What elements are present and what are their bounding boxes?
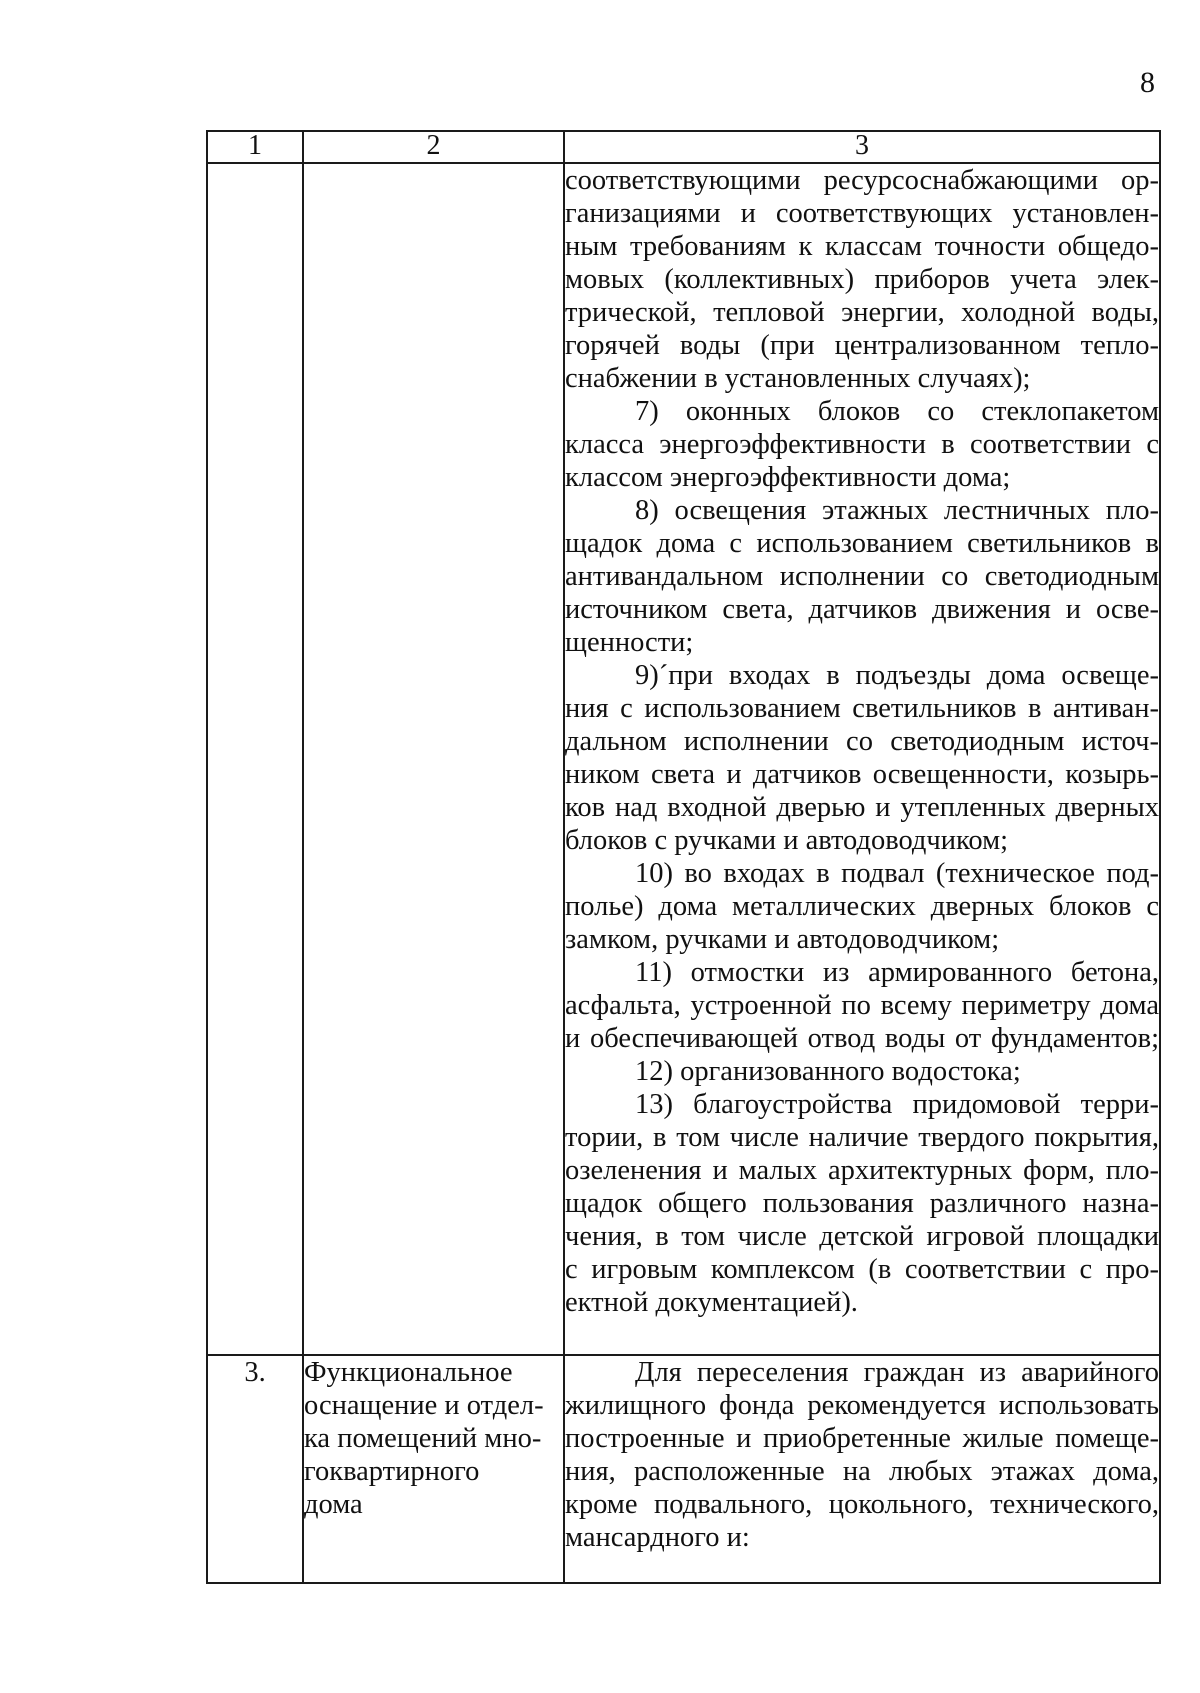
text-line: замком, ручками и автодоводчиком; <box>565 924 1000 955</box>
requirements-table <box>206 130 1161 1584</box>
header-col-2: 2 <box>303 131 564 163</box>
text-line: чения, в том числе детской игровой площадки <box>565 1221 1159 1252</box>
header-col-1: 1 <box>207 131 303 163</box>
text-line: снабжении в установленных случаях); <box>565 363 1031 394</box>
title-line: оснащение и отдел- <box>304 1390 544 1421</box>
text-line: кроме подвального, цокольного, технического, <box>565 1489 1159 1520</box>
text-line: ков над входной дверью и утепленных дверных <box>565 792 1159 823</box>
title-line: гоквартирного <box>304 1456 480 1487</box>
text-line: трической, тепловой энергии, холодной воды, <box>565 297 1159 328</box>
text-line: щенности; <box>565 627 694 658</box>
text-line: класса энергоэффективности в соответствии с <box>565 429 1159 460</box>
text-line: источником света, датчиков движения и осве- <box>565 594 1159 625</box>
text-line: мансардного и: <box>565 1522 750 1553</box>
table-header-row <box>207 131 1160 163</box>
table-row-3 <box>207 1355 1160 1583</box>
text-line: горячей воды (при централизованном тепло- <box>565 330 1159 361</box>
text-line: ганизациями и соответствующих установлен- <box>565 198 1159 229</box>
text-line: 7) оконных блоков со стеклопакетом <box>635 396 1159 427</box>
row1-col2-cell <box>303 163 564 1355</box>
text-line: ным требованиям к классам точности общедо- <box>565 231 1159 262</box>
row1-col1-cell <box>207 163 303 1355</box>
text-line: соответствующими ресурсоснабжающими ор- <box>565 165 1159 196</box>
text-line: жилищного фонда рекомендуется использовать <box>565 1390 1159 1421</box>
text-line: мовых (коллективных) приборов учета элек- <box>565 264 1159 295</box>
title-line: дома <box>304 1489 363 1520</box>
text-line: 10) во входах в подвал (техническое под- <box>635 858 1159 889</box>
text-line: классом энергоэффективности дома; <box>565 462 1011 493</box>
page-number: 8 <box>1140 66 1155 99</box>
row2-requirements-text <box>564 1355 1160 1583</box>
title-line: Функциональное <box>304 1357 513 1388</box>
text-line: озеленения и малых архитектурных форм, пло- <box>565 1155 1159 1186</box>
text-line: 11) отмостки из армированного бетона, <box>635 957 1159 988</box>
row1-requirements-text <box>564 163 1160 1355</box>
text-line: асфальта, устроенной по всему периметру дома <box>565 990 1159 1021</box>
text-line: ником света и датчиков освещенности, козырь- <box>565 759 1159 790</box>
text-line: ния, расположенные на любых этажах дома, <box>565 1456 1159 1487</box>
text-line: 13) благоустройства придомовой терри- <box>635 1089 1159 1120</box>
text-line: тории, в том числе наличие твердого покрытия, <box>565 1122 1159 1153</box>
row2-number: 3. <box>207 1355 303 1583</box>
text-line: щадок дома с использованием светильников в <box>565 528 1159 559</box>
text-line: блоков с ручками и автодоводчиком; <box>565 825 1009 856</box>
text-line: Для переселения граждан из аварийного <box>635 1357 1159 1388</box>
text-line: и обеспечивающей отвод воды от фундаментов; <box>565 1023 1159 1054</box>
text-line: щадок общего пользования различного назна- <box>565 1188 1159 1219</box>
text-line: 9)´при входах в подъезды дома освеще- <box>635 660 1159 691</box>
title-line: ка помещений мно- <box>304 1423 542 1454</box>
text-line: дальном исполнении со светодиодным источ- <box>565 726 1159 757</box>
text-line: ектной документацией). <box>565 1287 858 1318</box>
text-line: полье) дома металлических дверных блоков с <box>565 891 1159 922</box>
text-line: 12) организованного водостока; <box>635 1056 1021 1087</box>
row2-title <box>303 1355 564 1583</box>
text-line: антивандальном исполнении со светодиодным <box>565 561 1159 592</box>
text-line: построенные и приобретенные жилые помеще- <box>565 1423 1159 1454</box>
text-line: ния с использованием светильников в антиван- <box>565 693 1159 724</box>
text-line: с игровым комплексом (в соответствии с про- <box>565 1254 1159 1285</box>
text-line: 8) освещения этажных лестничных пло- <box>635 495 1159 526</box>
table-row-continuation <box>207 163 1160 1355</box>
header-col-3: 3 <box>564 131 1160 163</box>
